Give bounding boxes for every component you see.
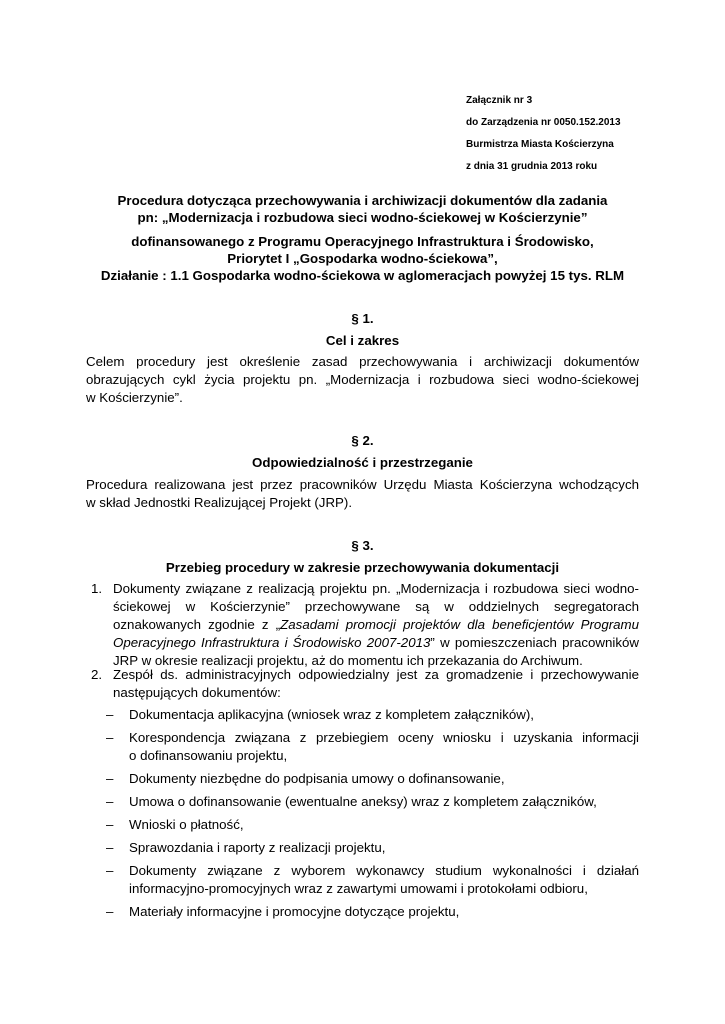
item-number: 2. bbox=[91, 667, 103, 682]
item-number: 1. bbox=[91, 581, 103, 596]
text-run: oznakowanych zgodnie z „ bbox=[113, 617, 281, 632]
paragraph-line: obrazujących cykl życia projektu pn. „Modernizacja i rozbudowa sieci wodno-ściekowej bbox=[86, 372, 639, 387]
list-item-line: Wnioski o płatność, bbox=[129, 817, 244, 832]
section-1-heading: Cel i zakres bbox=[325, 333, 400, 348]
document-subtitle bbox=[60, 233, 665, 284]
list-item-line: o dofinansowaniu projektu, bbox=[129, 748, 288, 763]
list-item-line: Korespondencja związana z przebiegiem oceny wniosku i uzyskania informacji bbox=[129, 730, 639, 745]
item-line: następujących dokumentów: bbox=[113, 685, 281, 700]
list-item-line: Materiały informacyjne i promocyjne dotyczące projektu, bbox=[129, 904, 460, 919]
section-3-number: § 3. bbox=[351, 538, 374, 553]
paragraph-line: Procedura realizowana jest przez pracowników Urzędu Miasta Kościerzyna wchodzących bbox=[86, 477, 639, 492]
section-2-paragraph bbox=[86, 476, 639, 512]
item-line: Dokumenty związane z realizacją projektu pn. „Modernizacja i rozbudowa sieci wodno- bbox=[113, 581, 639, 596]
item-line: ściekowej w Kościerzynie” przechowywane są w oddzielnych segregatorach bbox=[113, 599, 639, 614]
section-1-paragraph bbox=[86, 353, 639, 407]
title-line: Działanie : 1.1 Gospodarka wodno-ściekowa w aglomeracjach powyżej 15 tys. RLM bbox=[100, 268, 625, 283]
title-line: Procedura dotycząca przechowywania i archiwizacji dokumentów dla zadania bbox=[117, 193, 608, 208]
list-item-line: Dokumenty niezbędne do podpisania umowy o dofinansowanie, bbox=[129, 771, 505, 786]
title-line: dofinansowanego z Programu Operacyjnego Infrastruktura i Środowisko, bbox=[131, 234, 594, 249]
list-item-line: Dokumentacja aplikacyjna (wniosek wraz z kompletem załączników), bbox=[129, 707, 534, 722]
annex-line: z dnia 31 grudnia 2013 roku bbox=[466, 161, 598, 172]
section-2-number: § 2. bbox=[351, 433, 374, 448]
dash-bullet-icon: – bbox=[106, 863, 114, 878]
annex-line: Załącznik nr 3 bbox=[466, 95, 533, 106]
paragraph-line: w skład Jednostki Realizującej Projekt (JRP). bbox=[86, 495, 353, 510]
dash-bullet-icon: – bbox=[106, 794, 114, 809]
dash-bullet-icon: – bbox=[106, 840, 114, 855]
paragraph-line: w Kościerzynie”. bbox=[86, 390, 183, 405]
list-item-line: Sprawozdania i raporty z realizacji projektu, bbox=[129, 840, 386, 855]
dash-bullet-icon: – bbox=[106, 730, 114, 745]
item-line: Zespół ds. administracyjnych odpowiedzialny jest za gromadzenie i przechowywanie bbox=[113, 667, 639, 682]
section-1-number: § 1. bbox=[351, 311, 374, 326]
document-title bbox=[60, 192, 665, 226]
list-item-line: Dokumenty związane z wyborem wykonawcy studium wykonalności i działań bbox=[129, 863, 639, 878]
item-line bbox=[113, 616, 639, 634]
dash-bullet-icon: – bbox=[106, 817, 114, 832]
item-line: JRP w okresie realizacji projektu, aż do momentu ich przekazania do Archiwum. bbox=[113, 653, 583, 668]
list-item-line: informacyjno-promocyjnych wraz z zawartymi umowami i protokołami odbioru, bbox=[129, 881, 588, 896]
dash-bullet-icon: – bbox=[106, 707, 114, 722]
text-run: ” w pomieszczeniach pracowników bbox=[430, 635, 640, 650]
annex-line: Burmistrza Miasta Kościerzyna bbox=[466, 139, 614, 150]
dash-bullet-icon: – bbox=[106, 904, 114, 919]
italic-text-run: Operacyjnego Infrastruktura i Środowisko 2007-2013 bbox=[113, 635, 431, 650]
title-line: Priorytet I „Gospodarka wodno-ściekowa”, bbox=[227, 251, 498, 266]
dash-bullet-icon: – bbox=[106, 771, 114, 786]
section-2-heading: Odpowiedzialność i przestrzeganie bbox=[252, 455, 473, 470]
title-line: pn: „Modernizacja i rozbudowa sieci wodno-ściekowej w Kościerzynie” bbox=[137, 210, 588, 225]
italic-text-run: Zasadami promocji projektów dla beneficjentów Programu bbox=[280, 617, 640, 632]
list-item-line: Umowa o dofinansowanie (ewentualne aneksy) wraz z kompletem załączników, bbox=[129, 794, 597, 809]
annex-line: do Zarządzenia nr 0050.152.2013 bbox=[466, 117, 621, 128]
paragraph-line: Celem procedury jest określenie zasad przechowywania i archiwizacji dokumentów bbox=[86, 354, 639, 369]
annex-header bbox=[466, 90, 621, 178]
item-line bbox=[113, 634, 639, 652]
section-3-heading: Przebieg procedury w zakresie przechowywania dokumentacji bbox=[165, 560, 560, 575]
